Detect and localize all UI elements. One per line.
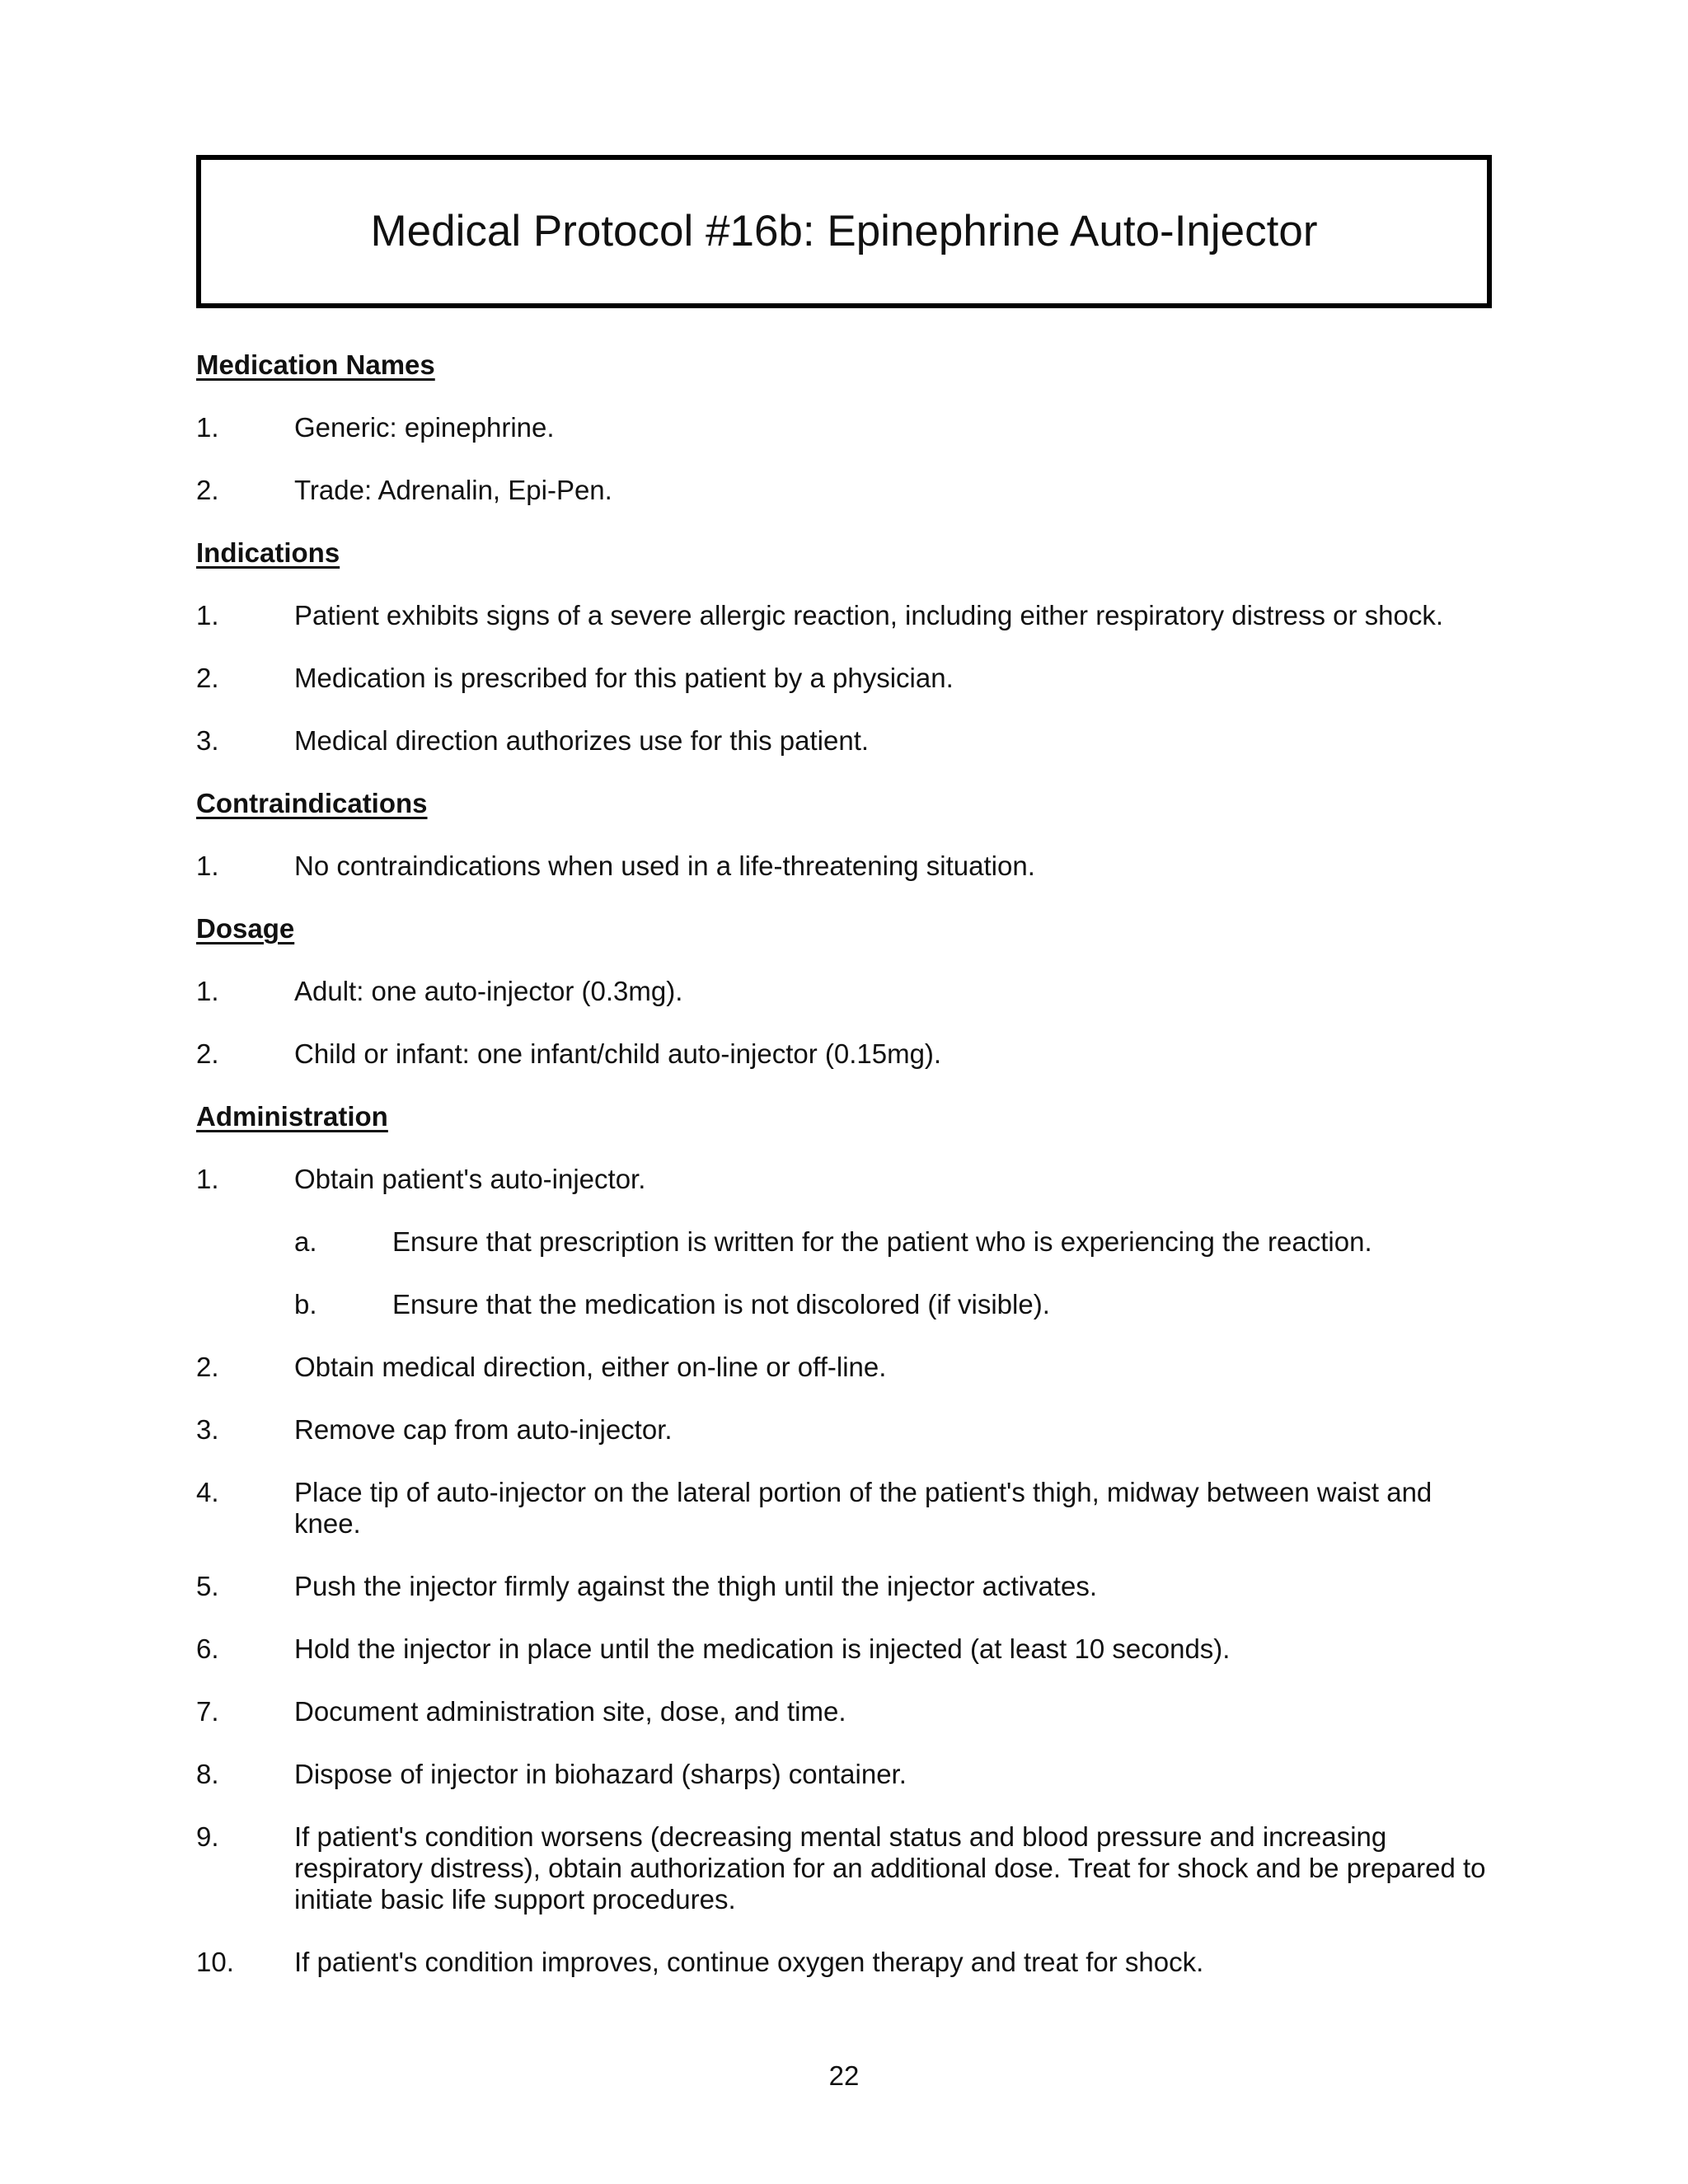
list-item: [196, 1696, 1492, 1727]
list-item: [196, 412, 1492, 443]
list-item: [196, 1821, 1492, 1915]
section-heading: Medication Names: [196, 349, 435, 380]
sub-list-item: [196, 1226, 1492, 1258]
item-number: 8.: [196, 1759, 219, 1789]
sub-item-text: Ensure that the medication is not discolored (if visible).: [392, 1289, 1050, 1319]
document-page: [196, 155, 1492, 1978]
section-heading: Administration: [196, 1101, 388, 1132]
item-text: No contraindications when used in a life-threatening situation.: [294, 851, 1035, 881]
item-number: 6.: [196, 1633, 219, 1664]
section-heading: Contraindications: [196, 788, 428, 818]
item-text: If patient's condition worsens (decreasing mental status and blood pressure and increasing respiratory distress), obtain authorization for an additional dose. Treat for shock and be prepared to initiate basic life support procedures.: [294, 1821, 1486, 1915]
item-number: 2.: [196, 1352, 219, 1382]
item-text: Obtain patient's auto-injector.: [294, 1164, 646, 1194]
list-item: [196, 475, 1492, 506]
list-item: [196, 663, 1492, 694]
item-number: 4.: [196, 1477, 219, 1507]
item-number: 9.: [196, 1821, 219, 1852]
list-item: [196, 1477, 1492, 1540]
list-item: [196, 1414, 1492, 1446]
item-text: Remove cap from auto-injector.: [294, 1414, 673, 1445]
sub-list-item: [196, 1289, 1492, 1320]
list-item: [196, 1352, 1492, 1383]
item-number: 1.: [196, 1164, 219, 1194]
item-number: 1.: [196, 412, 219, 443]
item-text: Dispose of injector in biohazard (sharps) container.: [294, 1759, 907, 1789]
section-heading: Indications: [196, 537, 340, 568]
list-item: [196, 1633, 1492, 1665]
list-item: [196, 1164, 1492, 1195]
item-text: Obtain medical direction, either on-line or off-line.: [294, 1352, 887, 1382]
list-item: [196, 1947, 1492, 1978]
item-text: Medication is prescribed for this patient by a physician.: [294, 663, 954, 693]
item-text: Adult: one auto-injector (0.3mg).: [294, 976, 683, 1006]
list-item: [196, 725, 1492, 757]
list-item: [196, 600, 1492, 631]
item-number: 3.: [196, 725, 219, 756]
item-number: 2.: [196, 1038, 219, 1069]
sub-item-letter: b.: [294, 1289, 317, 1319]
list-item: [196, 1759, 1492, 1790]
item-number: 1.: [196, 851, 219, 881]
page-number: 22: [828, 2060, 860, 2091]
list-item: [196, 851, 1492, 882]
item-text: Patient exhibits signs of a severe allergic reaction, including either respiratory distress or shock.: [294, 600, 1443, 630]
item-text: Hold the injector in place until the medication is injected (at least 10 seconds).: [294, 1633, 1231, 1664]
item-number: 5.: [196, 1571, 219, 1601]
item-text: Document administration site, dose, and time.: [294, 1696, 846, 1727]
item-number: 2.: [196, 475, 219, 505]
item-text: Push the injector firmly against the thigh until the injector activates.: [294, 1571, 1097, 1601]
section-heading: Dosage: [196, 913, 295, 944]
protocol-content: [196, 349, 1492, 1978]
list-item: [196, 976, 1492, 1007]
item-text: Trade: Adrenalin, Epi-Pen.: [294, 475, 612, 505]
item-text: If patient's condition improves, continue oxygen therapy and treat for shock.: [294, 1947, 1204, 1977]
sub-item-letter: a.: [294, 1226, 317, 1257]
item-number: 1.: [196, 976, 219, 1006]
item-number: 2.: [196, 663, 219, 693]
item-number: 3.: [196, 1414, 219, 1445]
page-title: Medical Protocol #16b: Epinephrine Auto-Injector: [370, 207, 1318, 255]
list-item: [196, 1571, 1492, 1602]
title-box: [196, 155, 1492, 308]
item-number: 7.: [196, 1696, 219, 1727]
item-text: Place tip of auto-injector on the lateral portion of the patient's thigh, midway between waist and knee.: [294, 1477, 1432, 1539]
item-number: 1.: [196, 600, 219, 630]
item-text: Child or infant: one infant/child auto-injector (0.15mg).: [294, 1038, 942, 1069]
list-item: [196, 1038, 1492, 1070]
item-text: Medical direction authorizes use for this patient.: [294, 725, 870, 756]
item-text: Generic: epinephrine.: [294, 412, 555, 443]
sub-item-text: Ensure that prescription is written for the patient who is experiencing the reaction.: [392, 1226, 1372, 1257]
item-number: 10.: [196, 1947, 234, 1977]
